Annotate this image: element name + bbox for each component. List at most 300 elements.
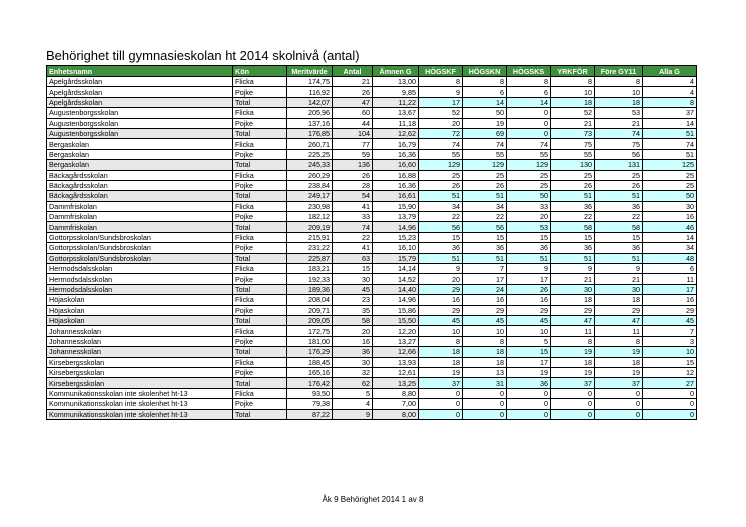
table-row xyxy=(47,284,697,294)
table-cell: 26 xyxy=(551,180,595,190)
table-cell: 19 xyxy=(507,367,551,377)
table-cell: Total xyxy=(233,97,287,107)
table-cell: 142,07 xyxy=(287,97,333,107)
table-cell: 12,61 xyxy=(373,367,419,377)
table-cell: 5 xyxy=(333,388,373,398)
table-row xyxy=(47,180,697,190)
table-cell: 176,85 xyxy=(287,128,333,138)
table-cell: Pojke xyxy=(233,305,287,315)
table-cell: 0 xyxy=(463,409,507,419)
table-cell: 36 xyxy=(333,347,373,357)
page-title: Behörighet till gymnasieskolan ht 2014 skolnivå (antal) xyxy=(46,48,360,63)
column-header: Före GY11 xyxy=(595,66,643,77)
table-cell: Total xyxy=(233,409,287,419)
table-cell: Pojke xyxy=(233,212,287,222)
table-cell: 54 xyxy=(333,191,373,201)
table-cell: Bäckagårdsskolan xyxy=(47,170,233,180)
table-cell: 13,27 xyxy=(373,336,419,346)
table-cell: Johannesskolan xyxy=(47,347,233,357)
table-cell: 34 xyxy=(419,201,463,211)
table-row xyxy=(47,388,697,398)
table-row xyxy=(47,315,697,325)
table-cell: 74 xyxy=(643,139,697,149)
table-cell: 52 xyxy=(419,108,463,118)
table-cell: 0 xyxy=(507,388,551,398)
table-cell: Pojke xyxy=(233,243,287,253)
table-cell: 6 xyxy=(463,87,507,97)
table-cell: 15,86 xyxy=(373,305,419,315)
table-cell: Johannesskolan xyxy=(47,336,233,346)
table-cell: 15 xyxy=(463,232,507,242)
table-cell: Flicka xyxy=(233,357,287,367)
table-cell: Total xyxy=(233,378,287,388)
table-row xyxy=(47,108,697,118)
table-cell: 16,88 xyxy=(373,170,419,180)
table-cell: Apelgårdsskolan xyxy=(47,77,233,87)
table-cell: 12,66 xyxy=(373,347,419,357)
table-cell: 0 xyxy=(463,399,507,409)
table-cell: 25 xyxy=(507,180,551,190)
table-cell: 56 xyxy=(463,222,507,232)
table-row xyxy=(47,326,697,336)
table-cell: 22 xyxy=(333,232,373,242)
table-cell: 24 xyxy=(463,284,507,294)
table-cell: 58 xyxy=(333,315,373,325)
table-cell: 18 xyxy=(551,295,595,305)
table-cell: 18 xyxy=(595,295,643,305)
table-cell: 21 xyxy=(551,274,595,284)
table-row xyxy=(47,170,697,180)
table-cell: Höjaskolan xyxy=(47,305,233,315)
table-cell: 74 xyxy=(333,222,373,232)
table-cell: Dammfriskolan xyxy=(47,222,233,232)
table-cell: 0 xyxy=(643,388,697,398)
table-cell: 21 xyxy=(595,274,643,284)
table-row xyxy=(47,295,697,305)
table-row xyxy=(47,118,697,128)
table-cell: 0 xyxy=(551,409,595,419)
table-cell: 73 xyxy=(551,128,595,138)
table-cell: 37 xyxy=(643,108,697,118)
table-cell: Flicka xyxy=(233,232,287,242)
table-cell: 51 xyxy=(463,191,507,201)
table-cell: 174,75 xyxy=(287,77,333,87)
table-cell: 29 xyxy=(643,305,697,315)
table-cell: Pojke xyxy=(233,336,287,346)
table-cell: 4 xyxy=(643,87,697,97)
column-header: Enhetsnamn xyxy=(47,66,233,77)
table-cell: 8 xyxy=(507,77,551,87)
table-cell: 238,84 xyxy=(287,180,333,190)
table-cell: 205,96 xyxy=(287,108,333,118)
table-row xyxy=(47,253,697,263)
table-cell: 51 xyxy=(507,253,551,263)
table-cell: 29 xyxy=(595,305,643,315)
table-cell: 20 xyxy=(419,118,463,128)
table-cell: Flicka xyxy=(233,108,287,118)
table-cell: 165,16 xyxy=(287,367,333,377)
table-cell: 18 xyxy=(551,97,595,107)
table-cell: Bergaskolan xyxy=(47,139,233,149)
table-cell: 52 xyxy=(551,108,595,118)
table-cell: 58 xyxy=(595,222,643,232)
table-cell: 129 xyxy=(419,160,463,170)
column-header: HÖGSKF xyxy=(419,66,463,77)
table-cell: 129 xyxy=(507,160,551,170)
table-cell: 0 xyxy=(419,388,463,398)
table-cell: 51 xyxy=(643,128,697,138)
table-cell: 26 xyxy=(419,180,463,190)
table-cell: 13 xyxy=(463,367,507,377)
table-cell: Flicka xyxy=(233,264,287,274)
table-cell: Total xyxy=(233,347,287,357)
table-cell: 30 xyxy=(333,274,373,284)
table-cell: 16,36 xyxy=(373,180,419,190)
table-cell: 188,45 xyxy=(287,357,333,367)
table-cell: Pojke xyxy=(233,149,287,159)
table-cell: 51 xyxy=(419,191,463,201)
table-cell: 0 xyxy=(463,388,507,398)
table-cell: 50 xyxy=(643,191,697,201)
table-cell: 14 xyxy=(507,97,551,107)
table-cell: 34 xyxy=(463,201,507,211)
table-cell: 10 xyxy=(643,347,697,357)
table-cell: 14 xyxy=(643,232,697,242)
table-cell: 20 xyxy=(419,274,463,284)
table-cell: 47 xyxy=(551,315,595,325)
table-cell: 209,19 xyxy=(287,222,333,232)
table-cell: 16,36 xyxy=(373,149,419,159)
table-row xyxy=(47,357,697,367)
table-cell: 14 xyxy=(463,97,507,107)
table-cell: 23 xyxy=(333,295,373,305)
table-row xyxy=(47,367,697,377)
table-cell: 15,50 xyxy=(373,315,419,325)
table-cell: 18 xyxy=(551,357,595,367)
table-row xyxy=(47,139,697,149)
table-cell: 131 xyxy=(595,160,643,170)
table-cell: 3 xyxy=(643,336,697,346)
table-cell: Pojke xyxy=(233,87,287,97)
column-header: Ämnen G xyxy=(373,66,419,77)
table-cell: Flicka xyxy=(233,139,287,149)
table-cell: 74 xyxy=(463,139,507,149)
table-cell: 0 xyxy=(419,409,463,419)
table-cell: 77 xyxy=(333,139,373,149)
table-cell: 19 xyxy=(551,367,595,377)
table-cell: 32 xyxy=(333,367,373,377)
table-cell: 29 xyxy=(463,305,507,315)
table-cell: 192,33 xyxy=(287,274,333,284)
table-cell: 136 xyxy=(333,160,373,170)
table-cell: Dammfriskolan xyxy=(47,201,233,211)
table-cell: 25 xyxy=(551,170,595,180)
table-cell: 14,40 xyxy=(373,284,419,294)
table-cell: 16 xyxy=(419,295,463,305)
table-cell: 9 xyxy=(507,264,551,274)
table-cell: 0 xyxy=(551,388,595,398)
table-row xyxy=(47,149,697,159)
table-cell: 51 xyxy=(595,253,643,263)
table-cell: 13,00 xyxy=(373,77,419,87)
table-cell: Bergaskolan xyxy=(47,160,233,170)
table-cell: 47 xyxy=(333,97,373,107)
table-cell: 34 xyxy=(643,243,697,253)
page-footer: Åk 9 Behörighet 2014 1 av 8 xyxy=(322,495,424,504)
table-cell: 0 xyxy=(595,399,643,409)
table-cell: Augustenborgsskolan xyxy=(47,118,233,128)
table-cell: 0 xyxy=(507,108,551,118)
table-cell: 8,80 xyxy=(373,388,419,398)
table-cell: 225,87 xyxy=(287,253,333,263)
table-cell: 172,75 xyxy=(287,326,333,336)
table-cell: Apelgårdsskolan xyxy=(47,87,233,97)
table-cell: 36 xyxy=(419,243,463,253)
table-cell: 176,42 xyxy=(287,378,333,388)
table-cell: Flicka xyxy=(233,326,287,336)
table-cell: 215,91 xyxy=(287,232,333,242)
table-cell: Kommunikationsskolan inte skolenhet ht-13 xyxy=(47,388,233,398)
table-cell: 19 xyxy=(463,118,507,128)
table-cell: 55 xyxy=(419,149,463,159)
table-cell: 46 xyxy=(643,222,697,232)
table-cell: 6 xyxy=(643,264,697,274)
table-cell: 183,21 xyxy=(287,264,333,274)
table-cell: 225,25 xyxy=(287,149,333,159)
table-cell: 22 xyxy=(551,212,595,222)
table-cell: 69 xyxy=(463,128,507,138)
table-cell: 72 xyxy=(419,128,463,138)
table-cell: Höjaskolan xyxy=(47,295,233,305)
table-cell: 37 xyxy=(419,378,463,388)
table-cell: 30 xyxy=(643,201,697,211)
table-cell: 6 xyxy=(507,87,551,97)
table-cell: Kirsebergsskolan xyxy=(47,367,233,377)
table-cell: 51 xyxy=(419,253,463,263)
table-cell: 18 xyxy=(595,97,643,107)
table-cell: 30 xyxy=(551,284,595,294)
table-cell: 9 xyxy=(333,409,373,419)
table-cell: 36 xyxy=(595,243,643,253)
table-cell: 30 xyxy=(333,357,373,367)
table-cell: 20 xyxy=(507,212,551,222)
table-cell: Total xyxy=(233,191,287,201)
table-cell: 11,22 xyxy=(373,97,419,107)
table-cell: Kirsebergsskolan xyxy=(47,378,233,388)
table-cell: 17 xyxy=(507,357,551,367)
table-cell: 17 xyxy=(463,274,507,284)
table-cell: 26 xyxy=(507,284,551,294)
table-cell: 10 xyxy=(419,326,463,336)
table-cell: 75 xyxy=(551,139,595,149)
table-row xyxy=(47,212,697,222)
table-cell: 0 xyxy=(419,399,463,409)
table-cell: Hermodsdalsskolan xyxy=(47,284,233,294)
table-cell: Kommunikationsskolan inte skolenhet ht-13 xyxy=(47,399,233,409)
table-cell: 10 xyxy=(595,87,643,97)
table-cell: 0 xyxy=(595,409,643,419)
table-cell: 44 xyxy=(333,118,373,128)
table-cell: 17 xyxy=(419,97,463,107)
table-cell: 7 xyxy=(643,326,697,336)
table-cell: 16 xyxy=(643,295,697,305)
table-row xyxy=(47,264,697,274)
table-cell: 79,38 xyxy=(287,399,333,409)
table-cell: 4 xyxy=(643,77,697,87)
table-cell: Kirsebergsskolan xyxy=(47,357,233,367)
table-cell: Augustenborgsskolan xyxy=(47,108,233,118)
table-cell: 21 xyxy=(595,118,643,128)
table-cell: 12 xyxy=(643,367,697,377)
table-row xyxy=(47,399,697,409)
table-cell: 14,96 xyxy=(373,222,419,232)
table-cell: 26 xyxy=(463,180,507,190)
table-cell: 249,17 xyxy=(287,191,333,201)
table-cell: 45 xyxy=(507,315,551,325)
table-cell: 9 xyxy=(419,87,463,97)
table-cell: 0 xyxy=(595,388,643,398)
table-cell: 13,93 xyxy=(373,357,419,367)
table-cell: 176,29 xyxy=(287,347,333,357)
table-cell: 14,14 xyxy=(373,264,419,274)
table-cell: 4 xyxy=(333,399,373,409)
table-cell: 59 xyxy=(333,149,373,159)
table-cell: 60 xyxy=(333,108,373,118)
table-cell: 7 xyxy=(463,264,507,274)
table-row xyxy=(47,232,697,242)
table-cell: 19 xyxy=(551,347,595,357)
table-cell: 8 xyxy=(595,336,643,346)
table-cell: 182,12 xyxy=(287,212,333,222)
table-cell: 29 xyxy=(419,305,463,315)
table-cell: 25 xyxy=(463,170,507,180)
table-cell: 26 xyxy=(333,170,373,180)
table-cell: Flicka xyxy=(233,170,287,180)
table-cell: Total xyxy=(233,128,287,138)
table-header-row xyxy=(47,66,697,77)
table-cell: 22 xyxy=(595,212,643,222)
table-cell: 51 xyxy=(595,191,643,201)
table-cell: 16,60 xyxy=(373,160,419,170)
table-cell: 25 xyxy=(419,170,463,180)
table-cell: 11 xyxy=(595,326,643,336)
table-cell: 25 xyxy=(643,180,697,190)
table-cell: 93,50 xyxy=(287,388,333,398)
table-cell: 29 xyxy=(507,305,551,315)
table-cell: 55 xyxy=(463,149,507,159)
table-cell: 10 xyxy=(463,326,507,336)
table-cell: 0 xyxy=(507,409,551,419)
table-cell: Flicka xyxy=(233,201,287,211)
table-cell: 10 xyxy=(507,326,551,336)
table-row xyxy=(47,409,697,419)
table-cell: 8,00 xyxy=(373,409,419,419)
table-cell: 36 xyxy=(595,201,643,211)
table-cell: 104 xyxy=(333,128,373,138)
table-cell: 29 xyxy=(551,305,595,315)
table-cell: Höjaskolan xyxy=(47,315,233,325)
table-cell: 8 xyxy=(595,77,643,87)
table-cell: 260,71 xyxy=(287,139,333,149)
table-cell: 245,33 xyxy=(287,160,333,170)
table-cell: 50 xyxy=(463,108,507,118)
table-cell: 36 xyxy=(507,378,551,388)
table-cell: 9 xyxy=(551,264,595,274)
table-cell: 0 xyxy=(507,128,551,138)
table-cell: 15 xyxy=(333,264,373,274)
table-row xyxy=(47,274,697,284)
table-cell: 15 xyxy=(595,232,643,242)
table-cell: 27 xyxy=(643,378,697,388)
table-cell: 15,79 xyxy=(373,253,419,263)
table-cell: 45 xyxy=(643,315,697,325)
table-cell: 16 xyxy=(333,336,373,346)
table-cell: 0 xyxy=(507,399,551,409)
table-cell: 55 xyxy=(507,149,551,159)
table-cell: Total xyxy=(233,160,287,170)
table-cell: 75 xyxy=(595,139,643,149)
table-cell: 19 xyxy=(595,347,643,357)
table-cell: 51 xyxy=(643,149,697,159)
column-header: Alla G xyxy=(643,66,697,77)
table-cell: 9,85 xyxy=(373,87,419,97)
table-cell: 55 xyxy=(551,149,595,159)
column-header: HÖGSKN xyxy=(463,66,507,77)
table-cell: 9 xyxy=(419,264,463,274)
table-cell: 51 xyxy=(463,253,507,263)
table-cell: Bäckagårdsskolan xyxy=(47,191,233,201)
table-cell: 16 xyxy=(463,295,507,305)
table-cell: Kommunikationsskolan inte skolenhet ht-13 xyxy=(47,409,233,419)
table-cell: 11 xyxy=(643,274,697,284)
table-cell: 45 xyxy=(463,315,507,325)
table-cell: 25 xyxy=(595,170,643,180)
table-cell: Hermodsdalsskolan xyxy=(47,274,233,284)
table-cell: 35 xyxy=(333,305,373,315)
column-header: Meritvärde xyxy=(287,66,333,77)
table-cell: 189,36 xyxy=(287,284,333,294)
table-cell: 12,62 xyxy=(373,128,419,138)
table-cell: 31 xyxy=(463,378,507,388)
table-cell: 45 xyxy=(419,315,463,325)
column-header: HÖGSKS xyxy=(507,66,551,77)
table-cell: 130 xyxy=(551,160,595,170)
table-cell: 21 xyxy=(551,118,595,128)
table-cell: 11 xyxy=(551,326,595,336)
table-cell: Total xyxy=(233,253,287,263)
table-cell: 17 xyxy=(507,274,551,284)
table-cell: 8 xyxy=(419,77,463,87)
table-cell: Pojke xyxy=(233,367,287,377)
table-cell: 15,90 xyxy=(373,201,419,211)
table-cell: 15 xyxy=(419,232,463,242)
table-cell: Johannesskolan xyxy=(47,326,233,336)
table-cell: 37 xyxy=(595,378,643,388)
table-row xyxy=(47,97,697,107)
table-cell: 0 xyxy=(643,399,697,409)
table-cell: 16,61 xyxy=(373,191,419,201)
table-cell: 13,79 xyxy=(373,212,419,222)
table-cell: 125 xyxy=(643,160,697,170)
table-cell: 8 xyxy=(463,336,507,346)
table-cell: 18 xyxy=(463,347,507,357)
table-cell: 33 xyxy=(507,201,551,211)
table-row xyxy=(47,201,697,211)
table-cell: 14 xyxy=(643,118,697,128)
table-cell: 13,67 xyxy=(373,108,419,118)
table-cell: 18 xyxy=(595,357,643,367)
table-row xyxy=(47,191,697,201)
